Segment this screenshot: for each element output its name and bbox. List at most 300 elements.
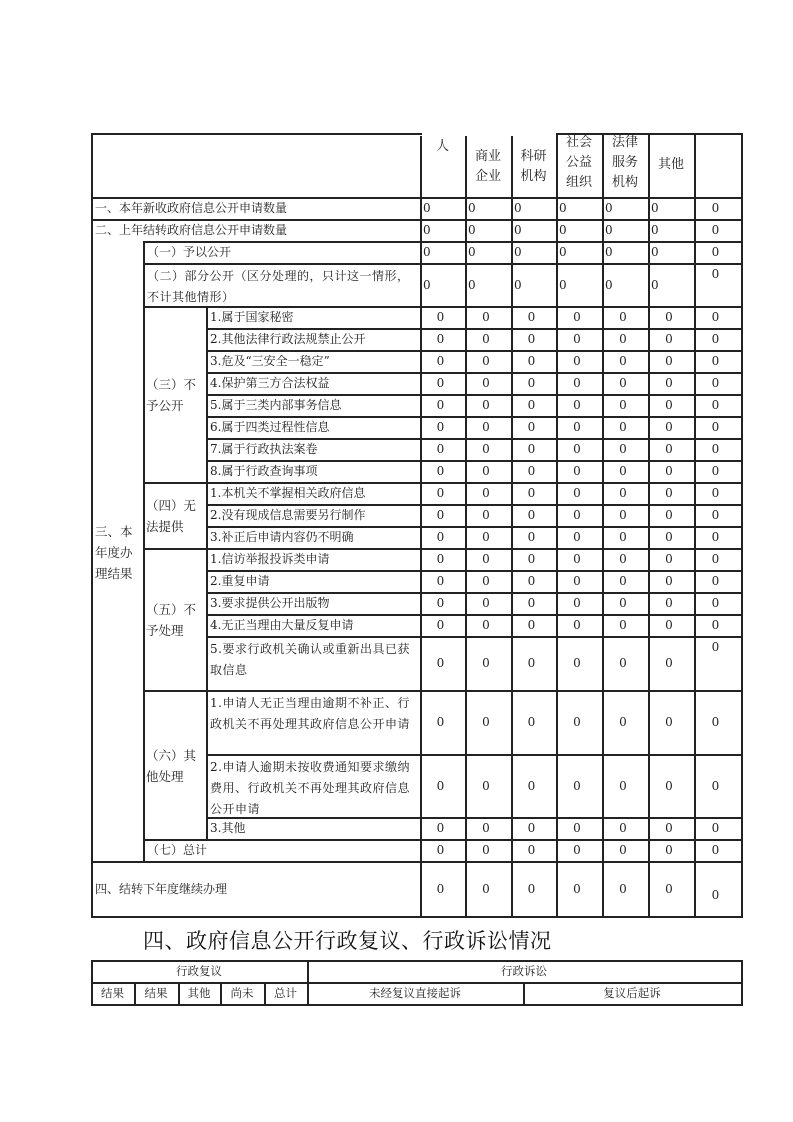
- cell-value: 0: [711, 887, 720, 902]
- column-header: 人: [435, 139, 449, 154]
- cell-value: 0: [711, 640, 720, 654]
- row-label: 3.要求提供公开出版物: [210, 596, 330, 610]
- grid-line: [206, 328, 743, 330]
- cell-value: 0: [573, 508, 581, 522]
- cell-value: 0: [711, 843, 720, 857]
- grid-line: [741, 438, 743, 462]
- row-label: 1.本机关不掌握相关政府信息: [210, 486, 366, 500]
- cell-value: 0: [482, 596, 490, 610]
- grid-line: [741, 394, 743, 418]
- cell-value: 0: [619, 486, 627, 500]
- cell-value: 0: [573, 442, 581, 456]
- cell-value: 0: [573, 376, 581, 390]
- grid-line: [206, 482, 208, 550]
- grid-line: [91, 219, 743, 221]
- cell-value: 0: [665, 398, 673, 412]
- cell-value: 0: [482, 656, 490, 670]
- cell-value: 0: [436, 656, 445, 670]
- cell-value: 0: [527, 843, 536, 857]
- cell-value: 0: [711, 223, 720, 237]
- cell-value: 0: [423, 277, 431, 292]
- grid-line: [143, 548, 208, 550]
- cell-value: 0: [436, 376, 445, 390]
- row-label: 3.补正后申请内容仍不明确: [210, 530, 354, 544]
- row-label: 1.申请人无正当理由逾期不补正、行政机关不再处理其政府信息公开申请: [210, 696, 411, 731]
- grid-line: [91, 916, 743, 918]
- cell-value: 0: [711, 464, 720, 478]
- cell-value: 0: [573, 332, 581, 346]
- row-label: 2.申请人逾期未按收费通知要求缴纳费用、行政机关不再处理其政府信息公开申请: [210, 760, 411, 816]
- cell-value: 0: [482, 420, 490, 434]
- cell-value: 0: [482, 310, 490, 324]
- row-label: 5.属于三类内部事务信息: [210, 398, 342, 412]
- grid-line: [741, 526, 743, 550]
- cell-value: 0: [651, 277, 659, 292]
- cell-value: 0: [573, 596, 581, 610]
- cell-value: 0: [711, 245, 720, 259]
- grid-line: [741, 839, 743, 863]
- cell-value: 0: [711, 508, 720, 522]
- cell-value: 0: [619, 574, 627, 588]
- cell-value: 0: [527, 420, 536, 434]
- cell-value: 0: [711, 778, 720, 793]
- review-subheader: 总计: [274, 986, 297, 1000]
- cell-value: 0: [527, 596, 536, 610]
- grid-line: [206, 548, 743, 550]
- cell-value: 0: [482, 464, 490, 478]
- cell-value: 0: [573, 398, 581, 412]
- cell-value: 0: [436, 354, 445, 368]
- cell-value: 0: [482, 442, 490, 456]
- cell-value: 0: [436, 881, 445, 896]
- grid-line: [511, 197, 513, 221]
- cell-value: 0: [436, 778, 445, 793]
- grid-line: [206, 526, 743, 528]
- cell-value: 0: [527, 618, 536, 632]
- cell-value: 0: [665, 530, 673, 544]
- grid-line: [741, 197, 743, 221]
- cell-value: 0: [573, 618, 581, 632]
- subgroup-label: （五）不 予处理: [146, 602, 197, 638]
- cell-value: 0: [482, 398, 490, 412]
- row-label: （一）予以公开: [147, 245, 232, 259]
- row-label: 一、本年新收政府信息公开申请数量: [95, 201, 288, 215]
- cell-value: 0: [665, 596, 673, 610]
- cell-value: 0: [482, 486, 490, 500]
- cell-value: 0: [665, 420, 673, 434]
- cell-value: 0: [573, 574, 581, 588]
- cell-value: 0: [482, 618, 490, 632]
- grid-line: [741, 592, 743, 616]
- cell-value: 0: [468, 223, 476, 237]
- column-header: 社会 公益 组织: [565, 135, 592, 190]
- grid-line: [602, 219, 604, 243]
- grid-line: [420, 263, 422, 308]
- cell-value: 0: [436, 508, 445, 522]
- cell-value: 0: [711, 267, 720, 281]
- cell-value: 0: [711, 552, 720, 566]
- grid-line: [741, 350, 743, 374]
- cell-value: 0: [619, 530, 627, 544]
- group-header-review: 行政复议: [176, 964, 222, 978]
- grid-line: [556, 197, 558, 221]
- cell-value: 0: [605, 277, 613, 292]
- cell-value: 0: [665, 332, 673, 346]
- cell-value: 0: [527, 332, 536, 346]
- grid-line: [511, 241, 513, 265]
- grid-line: [420, 197, 422, 221]
- grid-line: [648, 263, 650, 308]
- cell-value: 0: [482, 354, 490, 368]
- cell-value: 0: [514, 277, 522, 292]
- row-label: 7.属于行政执法案卷: [210, 442, 318, 456]
- cell-value: 0: [423, 223, 431, 237]
- grid-line: [741, 133, 743, 199]
- cell-value: 0: [573, 530, 581, 544]
- cell-value: 0: [436, 596, 445, 610]
- row-label: 四、结转下年度继续办理: [95, 881, 228, 896]
- cell-value: 0: [665, 486, 673, 500]
- grid-line: [206, 817, 743, 819]
- cell-value: 0: [711, 715, 720, 729]
- cell-value: 0: [619, 310, 627, 324]
- cell-value: 0: [619, 821, 627, 835]
- grid-line: [91, 1004, 743, 1006]
- cell-value: 0: [527, 881, 536, 896]
- cell-value: 0: [482, 332, 490, 346]
- cell-value: 0: [665, 310, 673, 324]
- cell-value: 0: [573, 843, 581, 857]
- cell-value: 0: [436, 552, 445, 566]
- grid-line: [206, 592, 743, 594]
- litigation-subheader: 复议后起诉: [603, 986, 661, 1000]
- cell-value: 0: [482, 778, 490, 793]
- cell-value: 0: [573, 420, 581, 434]
- grid-line: [206, 690, 743, 692]
- cell-value: 0: [605, 201, 613, 215]
- cell-value: 0: [436, 420, 445, 434]
- cell-value: 0: [559, 245, 567, 259]
- cell-value: 0: [665, 881, 673, 896]
- row-label: 6.属于四类过程性信息: [210, 420, 330, 434]
- cell-value: 0: [482, 508, 490, 522]
- cell-value: 0: [436, 821, 445, 835]
- grid-line: [741, 372, 743, 396]
- cell-value: 0: [514, 245, 522, 259]
- cell-value: 0: [665, 618, 673, 632]
- grid-line: [206, 394, 743, 396]
- grid-line: [741, 861, 743, 918]
- cell-value: 0: [711, 618, 720, 632]
- cell-value: 0: [711, 332, 720, 346]
- cell-value: 0: [711, 596, 720, 610]
- cell-value: 0: [711, 398, 720, 412]
- cell-value: 0: [527, 442, 536, 456]
- cell-value: 0: [482, 376, 490, 390]
- cell-value: 0: [527, 486, 536, 500]
- cell-value: 0: [527, 310, 536, 324]
- grid-line: [741, 504, 743, 528]
- cell-value: 0: [665, 574, 673, 588]
- review-subheader: 其他: [187, 986, 211, 1000]
- cell-value: 0: [619, 464, 627, 478]
- cell-value: 0: [436, 843, 445, 857]
- grid-line: [206, 460, 743, 462]
- review-subheader: 结果: [101, 986, 124, 1000]
- cell-value: 0: [619, 442, 627, 456]
- cell-value: 0: [527, 552, 536, 566]
- grid-line: [465, 219, 467, 243]
- grid-line: [91, 861, 743, 863]
- cell-value: 0: [711, 310, 720, 324]
- grid-line: [741, 817, 743, 841]
- grid-line: [556, 219, 558, 243]
- grid-line: [556, 263, 558, 308]
- cell-value: 0: [573, 778, 581, 793]
- row-label: 3.其他: [210, 821, 246, 835]
- row-label: 2.没有现成信息需要另行制作: [210, 508, 366, 522]
- grid-line: [465, 197, 467, 221]
- cell-value: 0: [482, 821, 490, 835]
- grid-line: [741, 960, 743, 1006]
- grid-line: [741, 306, 743, 330]
- cell-value: 0: [573, 310, 581, 324]
- grid-line: [206, 754, 743, 756]
- review-subheader: 结果: [144, 986, 168, 1000]
- cell-value: 0: [573, 552, 581, 566]
- cell-value: 0: [436, 715, 445, 729]
- cell-value: 0: [619, 354, 627, 368]
- row-label: 1.信访举报投诉类申请: [210, 552, 330, 566]
- cell-value: 0: [559, 277, 567, 292]
- cell-value: 0: [619, 843, 627, 857]
- cell-value: 0: [482, 843, 490, 857]
- cell-value: 0: [482, 574, 490, 588]
- cell-value: 0: [573, 881, 581, 896]
- cell-value: 0: [711, 201, 720, 215]
- cell-value: 0: [436, 442, 445, 456]
- review-subheader: 尚未: [230, 986, 254, 1000]
- row-label: 2.其他法律行政法规禁止公开: [210, 332, 366, 346]
- grid-line: [648, 219, 650, 243]
- cell-value: 0: [573, 821, 581, 835]
- cell-value: 0: [527, 821, 536, 835]
- grid-line: [741, 263, 743, 308]
- cell-value: 0: [559, 223, 567, 237]
- cell-value: 0: [619, 881, 627, 896]
- cell-value: 0: [527, 778, 536, 793]
- cell-value: 0: [573, 354, 581, 368]
- cell-value: 0: [619, 398, 627, 412]
- cell-value: 0: [436, 530, 445, 544]
- grid-line: [143, 263, 743, 265]
- grid-line: [143, 482, 208, 484]
- grid-line: [741, 690, 743, 756]
- row-label: （七）总计: [147, 843, 208, 857]
- cell-value: 0: [711, 420, 720, 434]
- cell-value: 0: [711, 354, 720, 368]
- group-label-results: 三、本 年度办 理结果: [95, 524, 133, 581]
- grid-line: [91, 197, 743, 199]
- row-label: 二、上年结转政府信息公开申请数量: [95, 223, 288, 237]
- grid-line: [556, 241, 558, 265]
- cell-value: 0: [573, 715, 581, 729]
- cell-value: 0: [665, 552, 673, 566]
- cell-value: 0: [436, 398, 445, 412]
- grid-line: [420, 241, 422, 265]
- row-label: 3.危及“三安全一稳定”: [210, 354, 330, 368]
- cell-value: 0: [436, 332, 445, 346]
- cell-value: 0: [605, 223, 613, 237]
- grid-line: [741, 570, 743, 594]
- cell-value: 0: [514, 201, 522, 215]
- cell-value: 0: [619, 778, 627, 793]
- grid-line: [206, 372, 743, 374]
- grid-line: [741, 416, 743, 440]
- grid-line: [465, 263, 467, 308]
- cell-value: 0: [527, 574, 536, 588]
- cell-value: 0: [482, 715, 490, 729]
- grid-line: [741, 219, 743, 243]
- cell-value: 0: [436, 574, 445, 588]
- grid-line: [143, 690, 208, 692]
- cell-value: 0: [665, 442, 673, 456]
- grid-line: [206, 350, 743, 352]
- cell-value: 0: [651, 245, 659, 259]
- cell-value: 0: [436, 618, 445, 632]
- subgroup-label: （四）无 法提供: [146, 498, 197, 534]
- cell-value: 0: [559, 201, 567, 215]
- grid-line: [511, 219, 513, 243]
- cell-value: 0: [665, 656, 673, 670]
- cell-value: 0: [665, 778, 673, 793]
- section-title: 四、政府信息公开行政复议、行政诉讼情况: [143, 929, 552, 953]
- cell-value: 0: [665, 715, 673, 729]
- cell-value: 0: [665, 464, 673, 478]
- cell-value: 0: [619, 715, 627, 729]
- column-header: 商业 企业: [474, 149, 501, 184]
- grid-line: [741, 614, 743, 638]
- grid-line: [143, 839, 743, 841]
- cell-value: 0: [514, 223, 522, 237]
- group-header-litigation: 行政诉讼: [501, 964, 547, 978]
- cell-value: 0: [468, 201, 476, 215]
- cell-value: 0: [711, 486, 720, 500]
- grid-line: [648, 197, 650, 221]
- row-label: 8.属于行政查询事项: [210, 464, 318, 478]
- grid-line: [91, 133, 422, 135]
- cell-value: 0: [436, 464, 445, 478]
- grid-line: [206, 482, 743, 484]
- grid-line: [648, 241, 650, 265]
- grid-line: [206, 570, 743, 572]
- grid-line: [420, 219, 422, 243]
- cell-value: 0: [468, 245, 476, 259]
- grid-line: [206, 416, 743, 418]
- column-header: 法律 服务 机构: [611, 135, 638, 190]
- grid-line: [143, 241, 743, 243]
- cell-value: 0: [665, 508, 673, 522]
- cell-value: 0: [665, 354, 673, 368]
- cell-value: 0: [573, 464, 581, 478]
- cell-value: 0: [527, 530, 536, 544]
- grid-line: [206, 438, 743, 440]
- row-label: 5.要求行政机关确认或重新出具已获取信息: [210, 642, 410, 677]
- subgroup-label: （六）其 他处理: [146, 747, 197, 784]
- cell-value: 0: [468, 277, 476, 292]
- cell-value: 0: [665, 821, 673, 835]
- cell-value: 0: [711, 530, 720, 544]
- cell-value: 0: [711, 821, 720, 835]
- grid-line: [511, 263, 513, 308]
- column-header: 科研 机构: [520, 149, 547, 184]
- cell-value: 0: [573, 486, 581, 500]
- cell-value: 0: [619, 596, 627, 610]
- cell-value: 0: [711, 442, 720, 456]
- grid-line: [602, 263, 604, 308]
- row-label: 4.保护第三方合法权益: [210, 376, 330, 390]
- cell-value: 0: [423, 201, 431, 215]
- cell-value: 0: [436, 310, 445, 324]
- row-label: 1.属于国家秘密: [210, 310, 294, 324]
- cell-value: 0: [619, 420, 627, 434]
- cell-value: 0: [619, 552, 627, 566]
- litigation-subheader: 未经复议直接起诉: [369, 986, 461, 1000]
- cell-value: 0: [527, 464, 536, 478]
- cell-value: 0: [482, 552, 490, 566]
- grid-line: [206, 614, 743, 616]
- cell-value: 0: [527, 508, 536, 522]
- cell-value: 0: [605, 245, 613, 259]
- cell-value: 0: [436, 486, 445, 500]
- cell-value: 0: [619, 332, 627, 346]
- grid-line: [694, 133, 696, 199]
- cell-value: 0: [619, 376, 627, 390]
- grid-line: [741, 548, 743, 572]
- cell-value: 0: [651, 223, 659, 237]
- cell-value: 0: [527, 656, 536, 670]
- cell-value: 0: [527, 398, 536, 412]
- grid-line: [206, 306, 743, 308]
- cell-value: 0: [619, 618, 627, 632]
- grid-line: [741, 482, 743, 506]
- cell-value: 0: [619, 656, 627, 670]
- grid-line: [465, 241, 467, 265]
- grid-line: [91, 133, 93, 918]
- row-label: 4.无正当理由大量反复申请: [210, 618, 354, 632]
- column-header: 其他: [657, 157, 684, 172]
- grid-line: [741, 328, 743, 352]
- cell-value: 0: [527, 354, 536, 368]
- cell-value: 0: [573, 656, 581, 670]
- grid-line: [741, 460, 743, 484]
- subgroup-label: （三）不 予公开: [146, 377, 197, 413]
- cell-value: 0: [423, 245, 431, 259]
- cell-value: 0: [482, 881, 490, 896]
- row-label: （二）部分公开（区分处理的，只计这一情形，不计其他情形）: [147, 269, 410, 304]
- cell-value: 0: [619, 508, 627, 522]
- cell-value: 0: [527, 376, 536, 390]
- cell-value: 0: [651, 201, 659, 215]
- cell-value: 0: [527, 715, 536, 729]
- grid-line: [602, 197, 604, 221]
- row-label: 2.重复申请: [210, 574, 270, 588]
- cell-value: 0: [665, 843, 673, 857]
- grid-line: [741, 241, 743, 265]
- grid-line: [602, 241, 604, 265]
- cell-value: 0: [711, 574, 720, 588]
- grid-line: [206, 504, 743, 506]
